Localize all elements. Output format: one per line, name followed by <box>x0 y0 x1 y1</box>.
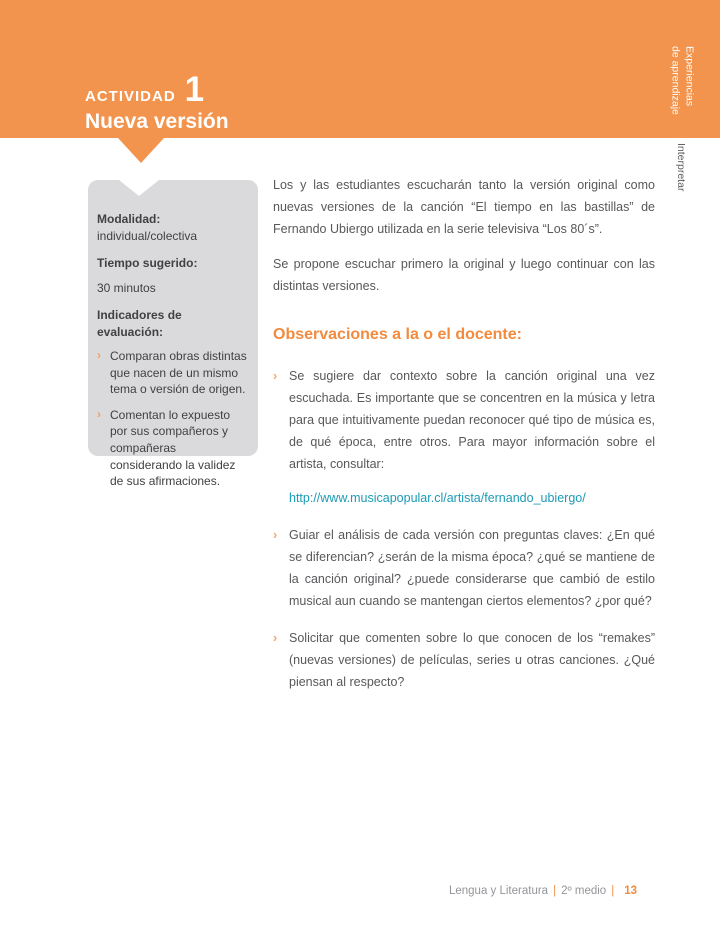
observation-text: Guiar el análisis de cada versión con preguntas claves: ¿En qué se diferencian? ¿serán de la misma época? ¿qué se mantiene de la canción original? ¿puede considerarse que cambió de estilo musical aun cuando se mantengan ciertos elementos? ¿por qué? <box>289 528 655 608</box>
observation-text: Solicitar que comenten sobre lo que conocen de los “remakes” (nuevas versiones) de películas, series u otras canciones. ¿Qué piensan al respecto? <box>289 631 655 689</box>
footer-grade: 2º medio <box>561 885 607 897</box>
page-title: Nueva versión <box>85 110 229 133</box>
time-label-row <box>97 255 248 272</box>
modality-row <box>97 211 248 244</box>
chevron-bullet-icon: › <box>97 406 101 421</box>
footer-separator: | <box>611 885 615 897</box>
activity-info-box <box>88 180 258 489</box>
header-pointer-triangle <box>118 138 164 163</box>
header-band <box>0 0 720 138</box>
activity-line <box>85 72 229 107</box>
page-footer <box>0 885 637 897</box>
artist-info-link[interactable]: http://www.musicapopular.cl/artista/fernando_ubiergo/ <box>289 491 586 505</box>
info-box-notch <box>119 180 159 196</box>
list-item <box>273 524 655 612</box>
list-item <box>97 348 248 398</box>
indicator-text: Comparan obras distintas que nacen de un mismo tema o versión de origen. <box>110 349 247 397</box>
vertical-tab-line1: Experiencias <box>683 46 696 107</box>
page-number: 13 <box>624 885 637 897</box>
modality-value: individual/colectiva <box>97 228 198 243</box>
vertical-tab-experiencias <box>668 46 695 115</box>
chevron-bullet-icon: › <box>273 369 278 383</box>
vertical-tab-line2: de aprendizaje <box>669 46 682 115</box>
time-label: Tiempo sugerido: <box>97 256 198 271</box>
chevron-bullet-icon: › <box>273 528 278 542</box>
intro-paragraph: Los y las estudiantes escucharán tanto la versión original como nuevas versiones de la canción “El tiempo en las bastillas” de Fernando Ubiergo utilizada en la serie televisiva “Los 80´s”. <box>273 178 655 236</box>
indicators-label: Indicadores de evaluación: <box>97 308 182 339</box>
observations-list <box>273 365 655 693</box>
list-item <box>273 627 655 693</box>
modality-label: Modalidad: <box>97 212 161 226</box>
chevron-bullet-icon: › <box>273 631 278 645</box>
activity-label: ACTIVIDAD <box>85 88 176 105</box>
header-text-block <box>85 72 229 134</box>
indicators-label-row <box>97 307 248 340</box>
time-value-row: 30 minutos <box>97 280 156 295</box>
list-item <box>97 407 248 490</box>
main-content <box>273 174 655 708</box>
observation-text: Se sugiere dar contexto sobre la canción original una vez escuchada. Es importante que se concentren en la música y letra para que intuitivamente puedan reconocer qué tipo de música es, de qué época, entre otros. Para mayor información sobre el artista, consultar: <box>289 369 655 471</box>
footer-separator: | <box>553 885 557 897</box>
footer-subject: Lengua y Literatura <box>448 885 549 897</box>
vertical-tab-interpretar: Interpretar <box>675 143 687 192</box>
list-item <box>273 365 655 509</box>
observations-heading: Observaciones a la o el docente: <box>273 326 522 343</box>
indicator-text: Comentan lo expuesto por sus compañeros y compañeras considerando la validez de sus afirmaciones. <box>110 407 236 489</box>
activity-number: 1 <box>184 70 205 109</box>
intro-paragraph: Se propone escuchar primero la original y luego continuar con las distintas versiones. <box>273 257 655 293</box>
indicators-list <box>97 348 248 489</box>
chevron-bullet-icon: › <box>97 348 101 363</box>
